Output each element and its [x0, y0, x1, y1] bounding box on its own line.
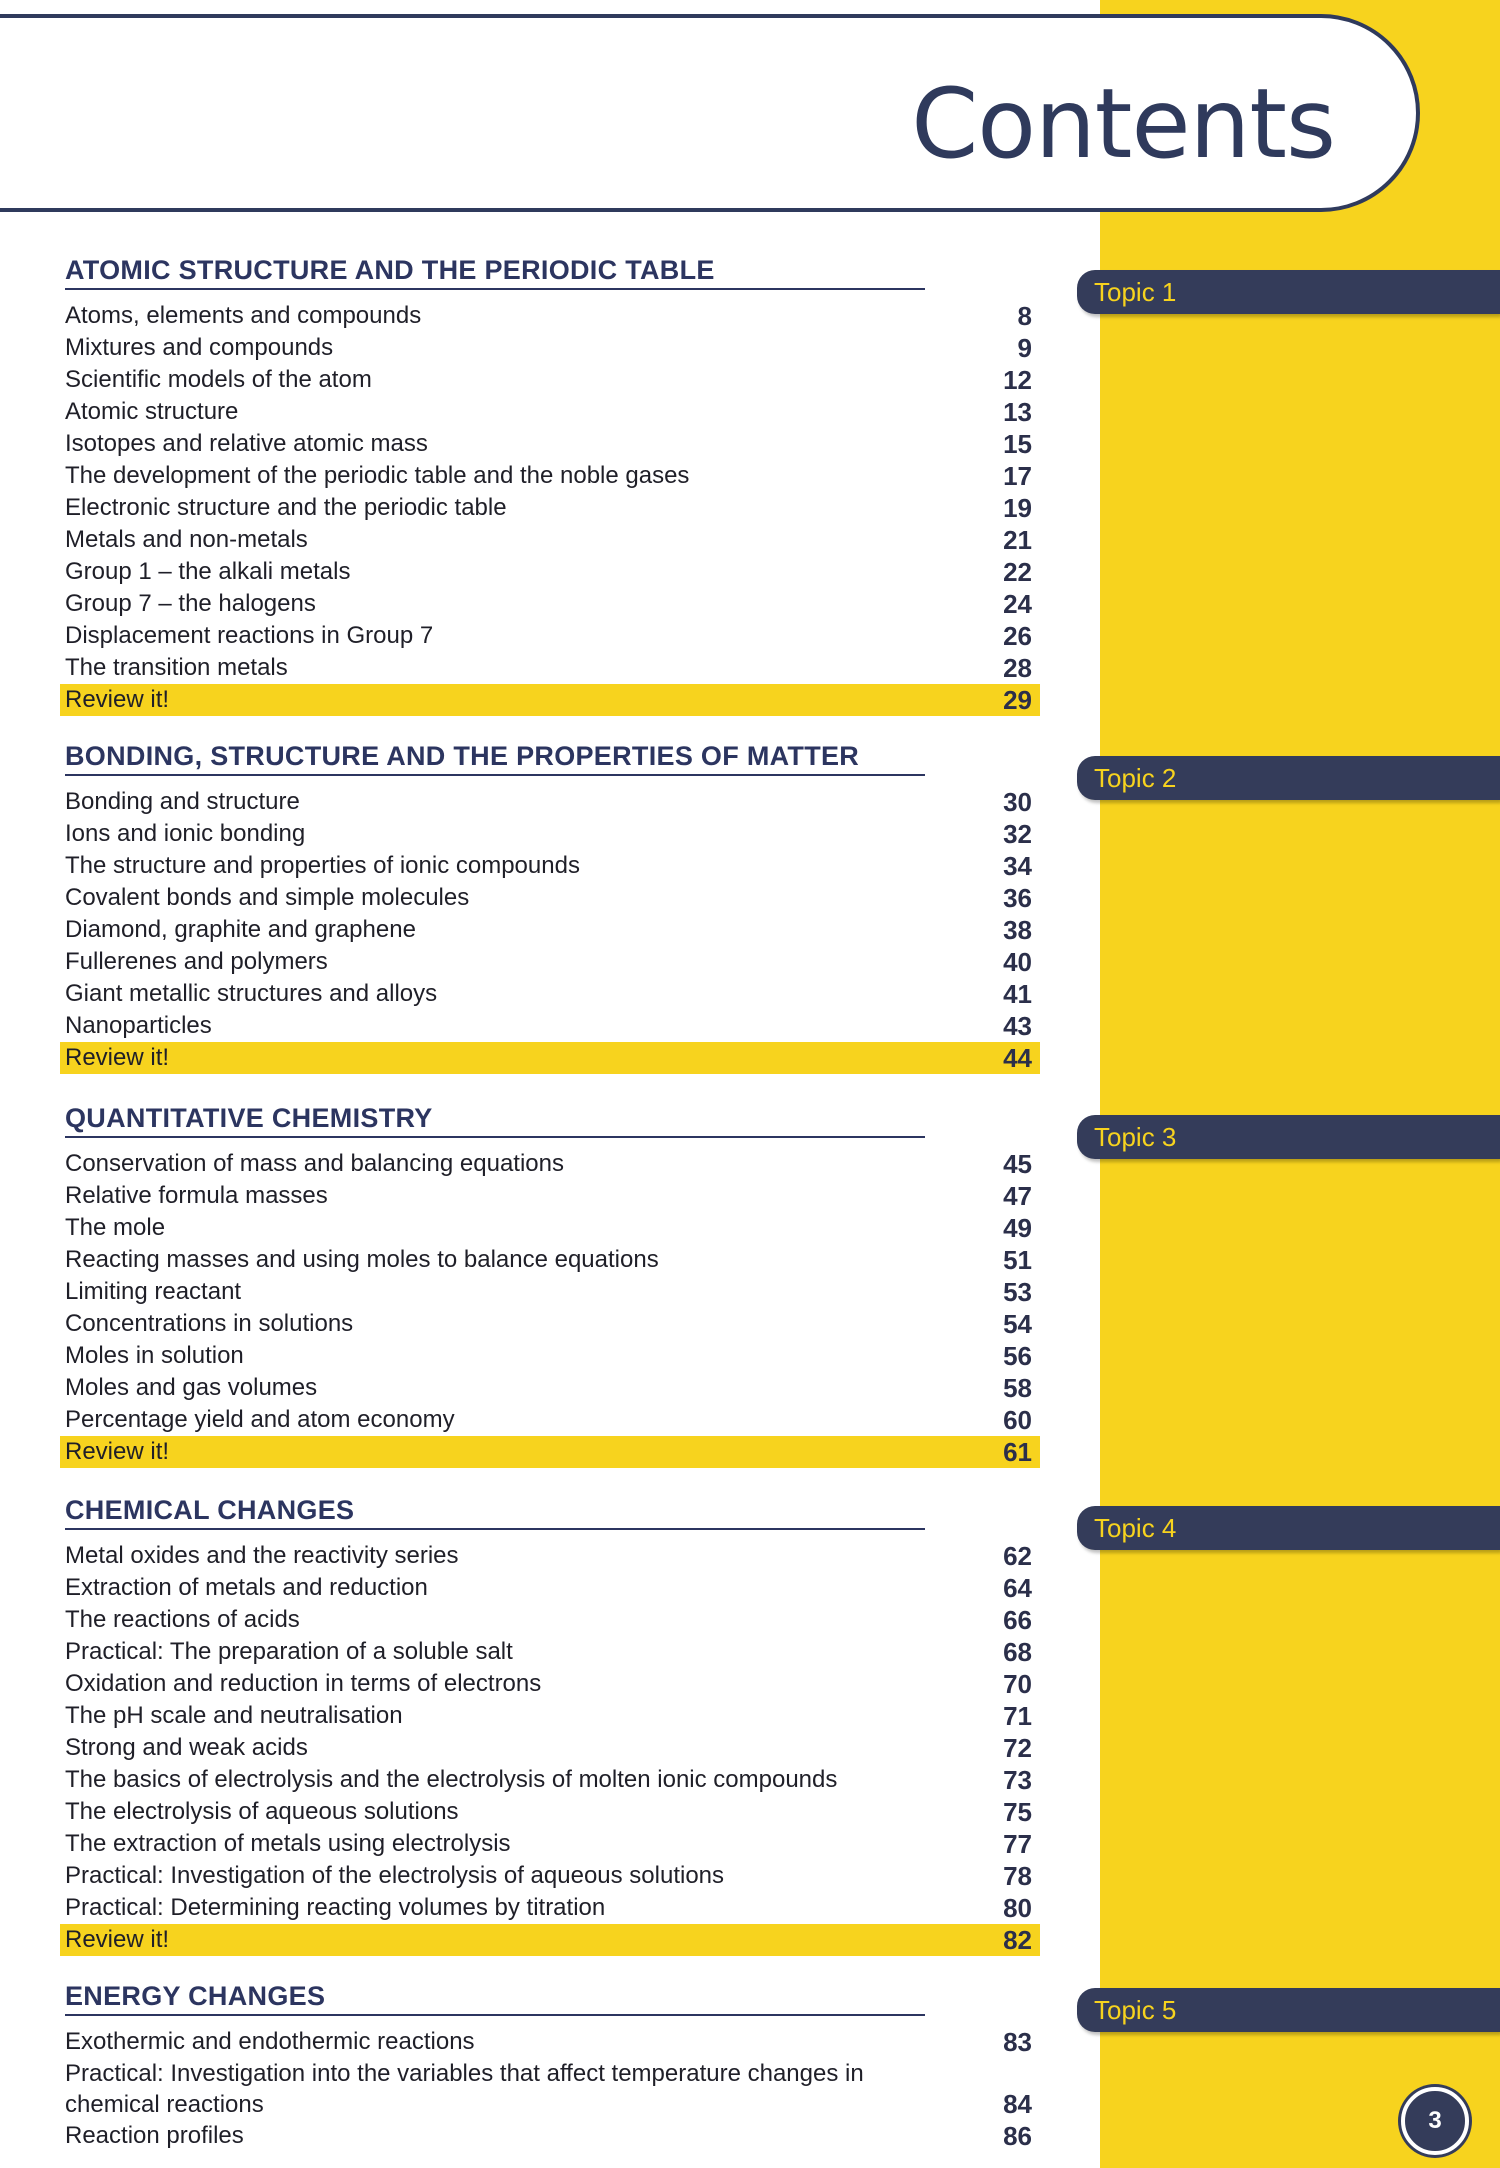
- entry-page-number: 29: [1003, 685, 1032, 715]
- entry-title: Scientific models of the atom: [65, 366, 372, 393]
- entry-page-number: 13: [1003, 397, 1032, 427]
- entry-page-number: 51: [1003, 1245, 1032, 1275]
- entry-page-number: 40: [1003, 947, 1032, 977]
- entry-page-number: 34: [1003, 851, 1032, 881]
- entry-page-number: 21: [1003, 525, 1032, 555]
- toc-entry[interactable]: [60, 1540, 1040, 1572]
- entry-page-number: 49: [1003, 1213, 1032, 1243]
- section-heading: ENERGY CHANGES: [65, 1981, 925, 2016]
- toc-entry[interactable]: [60, 1668, 1040, 1700]
- entry-title: Mixtures and compounds: [65, 334, 334, 361]
- toc-section-3: [60, 1103, 1040, 1468]
- entry-page-number: 86: [1003, 2121, 1032, 2151]
- toc-entry[interactable]: [60, 460, 1040, 492]
- entry-title: Practical: The preparation of a soluble salt: [65, 1638, 513, 1665]
- entry-title: The reactions of acids: [65, 1606, 300, 1633]
- page-title: Contents: [911, 68, 1335, 180]
- entry-page-number: 8: [1017, 301, 1032, 331]
- entry-title: Strong and weak acids: [65, 1734, 308, 1761]
- entry-page-number: 70: [1003, 1669, 1032, 1699]
- entry-page-number: 15: [1003, 429, 1032, 459]
- entry-page-number: 9: [1017, 333, 1032, 363]
- entry-page-number: 47: [1003, 1181, 1032, 1211]
- toc-entry[interactable]: [60, 1732, 1040, 1764]
- review-it-row[interactable]: [60, 684, 1040, 716]
- toc-entry[interactable]: [60, 1010, 1040, 1042]
- entry-page-number: 78: [1003, 1861, 1032, 1891]
- toc-entry[interactable]: [60, 882, 1040, 914]
- entry-title: The structure and properties of ionic compounds: [65, 852, 580, 879]
- toc-entry[interactable]: [60, 1148, 1040, 1180]
- entry-title: The transition metals: [65, 654, 288, 681]
- entry-title: Isotopes and relative atomic mass: [65, 430, 428, 457]
- section-heading: CHEMICAL CHANGES: [65, 1495, 925, 1530]
- toc-entry[interactable]: [60, 1860, 1040, 1892]
- toc-entry[interactable]: [60, 1828, 1040, 1860]
- entry-title: Percentage yield and atom economy: [65, 1406, 455, 1433]
- section-heading: QUANTITATIVE CHEMISTRY: [65, 1103, 925, 1138]
- entry-page-number: 28: [1003, 653, 1032, 683]
- entry-page-number: 44: [1003, 1043, 1032, 1073]
- entry-title: Giant metallic structures and alloys: [65, 980, 438, 1007]
- toc-entry[interactable]: [60, 556, 1040, 588]
- section-heading: BONDING, STRUCTURE AND THE PROPERTIES OF MATTER: [65, 741, 925, 776]
- entry-page-number: 26: [1003, 621, 1032, 651]
- entry-page-number: 72: [1003, 1733, 1032, 1763]
- entry-title: Review it!: [65, 686, 170, 713]
- entry-title: The basics of electrolysis and the electrolysis of molten ionic compounds: [65, 1766, 838, 1793]
- entry-page-number: 43: [1003, 1011, 1032, 1041]
- section-heading: ATOMIC STRUCTURE AND THE PERIODIC TABLE: [65, 255, 925, 290]
- entry-title: Exothermic and endothermic reactions: [65, 2028, 475, 2055]
- entry-title: Practical: Determining reacting volumes by titration: [65, 1894, 606, 1921]
- entry-page-number: 36: [1003, 883, 1032, 913]
- topic-tab-2[interactable]: Topic 2: [1077, 756, 1500, 800]
- toc-entry[interactable]: [60, 1212, 1040, 1244]
- entry-page-number: 22: [1003, 557, 1032, 587]
- entry-title: Review it!: [65, 1044, 170, 1071]
- entry-title: Group 1 – the alkali metals: [65, 558, 351, 585]
- entry-page-number: 66: [1003, 1605, 1032, 1635]
- entry-page-number: 68: [1003, 1637, 1032, 1667]
- toc-entry[interactable]: [60, 524, 1040, 556]
- toc-entry[interactable]: [60, 332, 1040, 364]
- entry-page-number: 17: [1003, 461, 1032, 491]
- entry-title: The electrolysis of aqueous solutions: [65, 1798, 459, 1825]
- entry-page-number: 80: [1003, 1893, 1032, 1923]
- entry-page-number: 83: [1003, 2027, 1032, 2057]
- entry-page-number: 61: [1003, 1437, 1032, 1467]
- entry-page-number: 75: [1003, 1797, 1032, 1827]
- toc-entry[interactable]: [60, 1404, 1040, 1436]
- topic-tab-3[interactable]: Topic 3: [1077, 1115, 1500, 1159]
- toc-entry[interactable]: [60, 652, 1040, 684]
- entry-title: Nanoparticles: [65, 1012, 212, 1039]
- entry-page-number: 32: [1003, 819, 1032, 849]
- entry-page-number: 24: [1003, 589, 1032, 619]
- toc-entry[interactable]: [60, 588, 1040, 620]
- topic-tab-1[interactable]: Topic 1: [1077, 270, 1500, 314]
- entry-title: Atoms, elements and compounds: [65, 302, 422, 329]
- entry-title: Concentrations in solutions: [65, 1310, 354, 1337]
- entry-title: The extraction of metals using electrolysis: [65, 1830, 511, 1857]
- entry-title: Limiting reactant: [65, 1278, 242, 1305]
- toc-entry[interactable]: [60, 1276, 1040, 1308]
- toc-entry[interactable]: [60, 396, 1040, 428]
- toc-entry[interactable]: [60, 1372, 1040, 1404]
- entry-page-number: 56: [1003, 1341, 1032, 1371]
- topic-tab-4[interactable]: Topic 4: [1077, 1506, 1500, 1550]
- toc-entry[interactable]: [60, 1180, 1040, 1212]
- entry-title: Reacting masses and using moles to balance equations: [65, 1246, 659, 1273]
- toc-section-2: [60, 741, 1040, 1074]
- toc-entry[interactable]: [60, 1340, 1040, 1372]
- toc-entry[interactable]: [60, 620, 1040, 652]
- toc-entry[interactable]: [60, 428, 1040, 460]
- entry-title: Ions and ionic bonding: [65, 820, 306, 847]
- entry-title: Bonding and structure: [65, 788, 300, 815]
- toc-entry[interactable]: [60, 1308, 1040, 1340]
- toc-entry[interactable]: [60, 914, 1040, 946]
- toc-entry[interactable]: [60, 1764, 1040, 1796]
- entry-title: Practical: Investigation of the electrolysis of aqueous solutions: [65, 1862, 725, 1889]
- review-it-row[interactable]: [60, 1924, 1040, 1956]
- toc-entry[interactable]: [60, 2058, 1040, 2120]
- toc-entry[interactable]: [60, 2026, 1040, 2058]
- toc-entry[interactable]: [60, 1244, 1040, 1276]
- entry-title: Practical: Investigation into the variables that affect temperature changes in chemical reactions: [65, 2060, 864, 2118]
- entry-title: Displacement reactions in Group 7: [65, 622, 434, 649]
- entry-page-number: 30: [1003, 787, 1032, 817]
- entry-page-number: 84: [1003, 2089, 1032, 2119]
- page-number-badge: 3: [1401, 2087, 1469, 2155]
- entry-title: The development of the periodic table and the noble gases: [65, 462, 690, 489]
- entry-page-number: 60: [1003, 1405, 1032, 1435]
- entry-title: Review it!: [65, 1438, 170, 1465]
- toc-entry[interactable]: [60, 1572, 1040, 1604]
- entry-page-number: 82: [1003, 1925, 1032, 1955]
- entry-title: The mole: [65, 1214, 166, 1241]
- toc-entry[interactable]: [60, 300, 1040, 332]
- entry-title: The pH scale and neutralisation: [65, 1702, 403, 1729]
- toc-entry[interactable]: [60, 1892, 1040, 1924]
- toc-entry[interactable]: [60, 492, 1040, 524]
- entry-title: Relative formula masses: [65, 1182, 328, 1209]
- entry-page-number: 62: [1003, 1541, 1032, 1571]
- topic-tab-5[interactable]: Topic 5: [1077, 1988, 1500, 2032]
- entry-page-number: 58: [1003, 1373, 1032, 1403]
- entry-page-number: 12: [1003, 365, 1032, 395]
- toc-entry[interactable]: [60, 978, 1040, 1010]
- entry-page-number: 19: [1003, 493, 1032, 523]
- toc-entry[interactable]: [60, 1636, 1040, 1668]
- entry-page-number: 38: [1003, 915, 1032, 945]
- entry-title: Review it!: [65, 1926, 170, 1953]
- entry-title: Reaction profiles: [65, 2122, 244, 2149]
- review-it-row[interactable]: [60, 1042, 1040, 1074]
- entry-title: Diamond, graphite and graphene: [65, 916, 416, 943]
- entry-title: Moles and gas volumes: [65, 1374, 318, 1401]
- toc-entry[interactable]: [60, 364, 1040, 396]
- entry-page-number: 64: [1003, 1573, 1032, 1603]
- toc-section-4: [60, 1495, 1040, 1956]
- entry-title: Metals and non-metals: [65, 526, 308, 553]
- yellow-sidebar: [1100, 0, 1500, 2168]
- toc-section-1: [60, 255, 1040, 716]
- entry-page-number: 73: [1003, 1765, 1032, 1795]
- entry-title: Atomic structure: [65, 398, 239, 425]
- entry-page-number: 54: [1003, 1309, 1032, 1339]
- toc-entry[interactable]: [60, 1796, 1040, 1828]
- entry-page-number: 77: [1003, 1829, 1032, 1859]
- entry-page-number: 45: [1003, 1149, 1032, 1179]
- toc-section-5: [60, 1981, 1040, 2152]
- entry-title: Electronic structure and the periodic table: [65, 494, 507, 521]
- entry-title: Metal oxides and the reactivity series: [65, 1542, 459, 1569]
- toc-entry[interactable]: [60, 786, 1040, 818]
- entry-title: Fullerenes and polymers: [65, 948, 328, 975]
- entry-title: Oxidation and reduction in terms of electrons: [65, 1670, 542, 1697]
- toc-entry[interactable]: [60, 2120, 1040, 2152]
- entry-title: Group 7 – the halogens: [65, 590, 316, 617]
- entry-page-number: 41: [1003, 979, 1032, 1009]
- toc-entry[interactable]: [60, 1604, 1040, 1636]
- entry-title: Conservation of mass and balancing equations: [65, 1150, 564, 1177]
- review-it-row[interactable]: [60, 1436, 1040, 1468]
- entry-page-number: 71: [1003, 1701, 1032, 1731]
- toc-entry[interactable]: [60, 946, 1040, 978]
- entry-title: Extraction of metals and reduction: [65, 1574, 428, 1601]
- entry-title: Moles in solution: [65, 1342, 244, 1369]
- toc-entry[interactable]: [60, 1700, 1040, 1732]
- toc-entry[interactable]: [60, 818, 1040, 850]
- entry-title: Covalent bonds and simple molecules: [65, 884, 470, 911]
- entry-page-number: 53: [1003, 1277, 1032, 1307]
- toc-entry[interactable]: [60, 850, 1040, 882]
